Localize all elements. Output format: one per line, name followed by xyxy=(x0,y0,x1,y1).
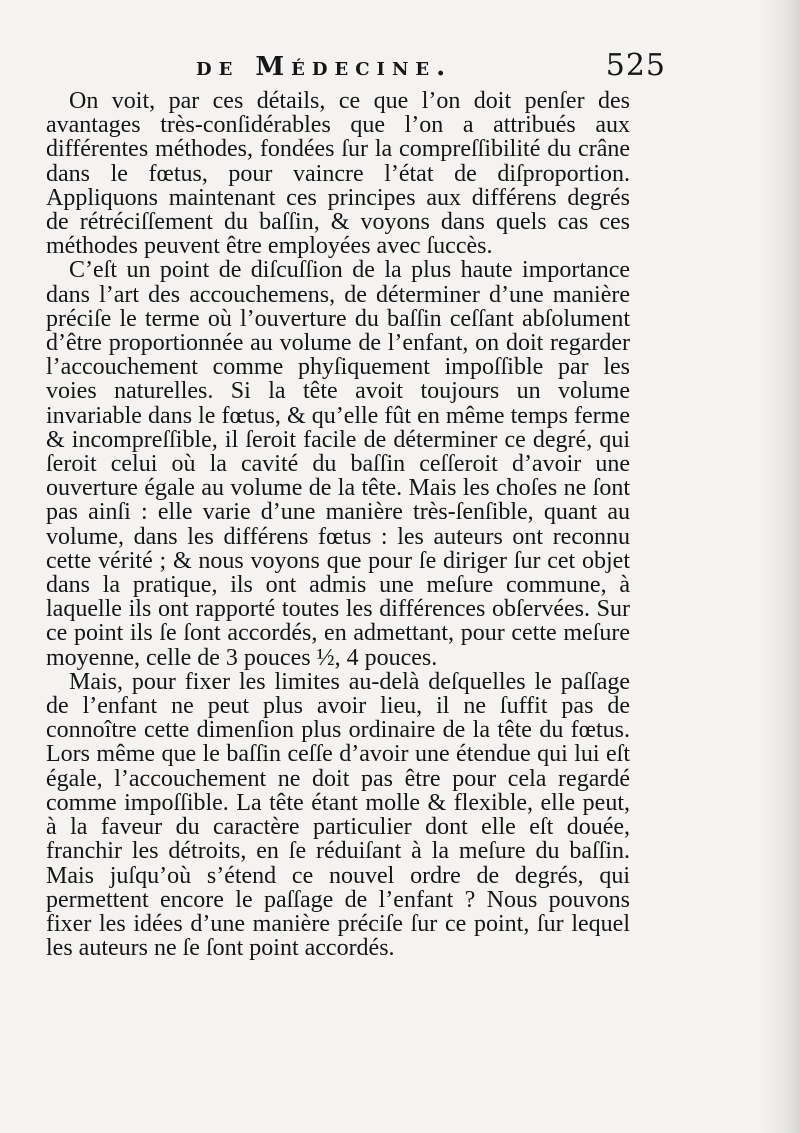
page-gutter-shadow xyxy=(760,0,800,1133)
body-text xyxy=(46,89,630,960)
running-head xyxy=(196,48,666,88)
running-title: de Médecine. xyxy=(196,52,453,82)
paragraph-2: C’eſt un point de diſcuſſion de la plus haute importance dans l’art des accouchemens, de déterminer d’une manière préciſe le terme où l’ouverture du baſſin ceſſant abſolument d’être proportionnée au volume de l’enfant, on doit regarder l’accouchement comme phyſiquement impoſſible par les voies naturelles. Si la tête avoit toujours un volume invariable dans le fœtus, & qu’elle fût en même temps ferme & incompreſſible, il ſeroit facile de déterminer ce degré, qui ſeroit celui où la cavité du baſſin ceſſeroit d’avoir une ouverture égale au volume de la tête. Mais les choſes ne ſont pas ainſi : elle varie d’une manière très-ſenſible, quant au volume, dans les différens fœtus : les auteurs ont reconnu cette vérité ; & nous voyons que pour ſe diriger ſur cet objet dans la pratique, ils ont admis une meſure commune, à laquelle ils ont rapporté toutes les différences obſervées. Sur ce point ils ſe ſont accordés, en admettant, pour cette meſure moyenne, celle de 3 pouces ½, 4 pouces. xyxy=(46,257,630,671)
paragraph-1: On voit, par ces détails, ce que l’on doit penſer des avantages très-conſidérables que l’on a attribués aux différentes méthodes, fondées ſur la compreſſibilité du crâne dans le fœtus, pour vaincre l’état de diſproportion. Appliquons maintenant ces principes aux différens degrés de rétréciſſement du baſſin, & voyons dans quels cas ces méthodes peuvent être employées avec ſuccès. xyxy=(46,88,630,260)
paragraph-3: Mais, pour fixer les limites au-delà deſquelles le paſſage de l’enfant ne peut plus avoir lieu, il ne ſuffit pas de connoître cette dimenſion plus ordinaire de la tête du fœtus. Lors même que le baſſin ceſſe d’avoir une étendue qui lui eſt égale, l’accouchement ne doit pas être pour cela regardé comme impoſſible. La tête étant molle & flexible, elle peut, à la faveur du caractère particulier dont elle eſt douée, franchir les détroits, en ſe réduiſant à la meſure du baſſin. Mais juſqu’où s’étend ce nouvel ordre de degrés, qui permettent encore le paſſage de l’enfant ? Nous pouvons fixer les idées d’une manière préciſe ſur ce point, ſur lequel les auteurs ne ſe ſont point accordés. xyxy=(46,668,630,962)
page-number: 525 xyxy=(605,48,666,83)
